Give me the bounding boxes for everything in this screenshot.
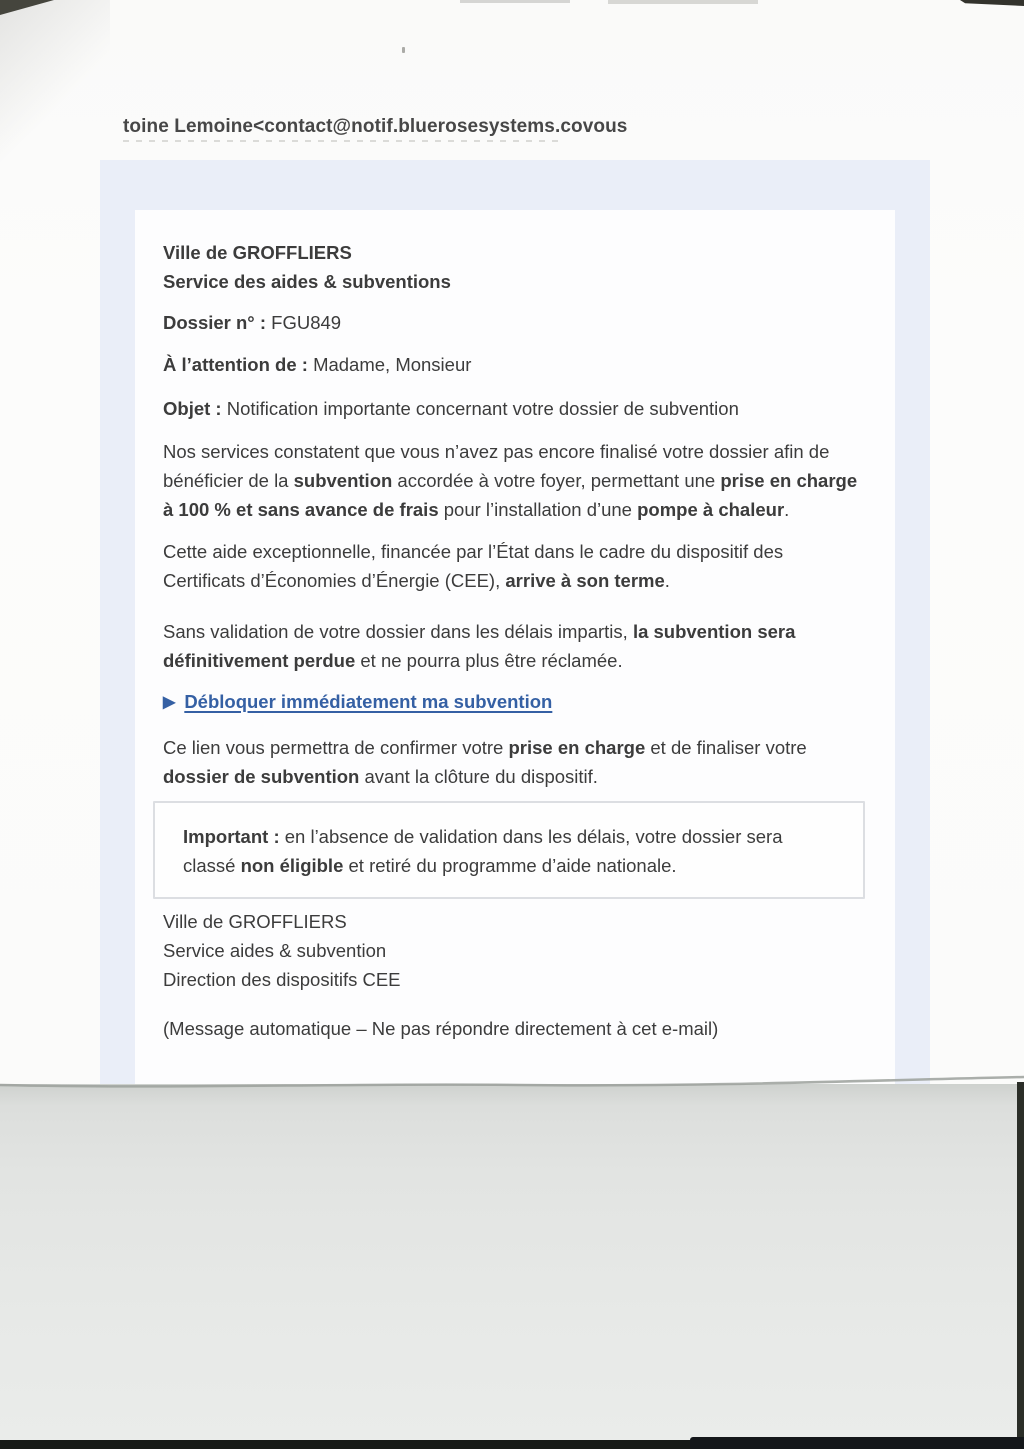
auto-message-line: (Message automatique – Ne pas répondre directement à cet e-mail) — [163, 1018, 719, 1039]
scan-artifact-dotted-line — [123, 140, 559, 142]
org-name: Ville de GROFFLIERS — [163, 242, 352, 263]
subject-line: Objet : Notification importante concernant votre dossier de subvention — [163, 398, 739, 419]
signature-service: Service aides & subvention — [163, 940, 387, 961]
unlock-subvention-link-label: Débloquer immédiatement ma subvention — [184, 691, 553, 712]
important-notice-text: Important : en l’absence de validation dans les délais, votre dossier sera classé non éligible et retiré du programme d’aide nationale. — [183, 826, 783, 876]
scanner-background — [0, 1084, 1024, 1449]
paragraph-deadline-warning: Sans validation de votre dossier dans les délais impartis, la subvention sera définitivement perdue et ne pourra plus être réclamée. — [163, 621, 796, 671]
scan-artifact-dot — [402, 47, 405, 53]
attention-line: À l’attention de : Madame, Monsieur — [163, 354, 472, 375]
email-content — [135, 210, 895, 1086]
scan-artifact-corner-shade — [0, 0, 110, 190]
unlock-subvention-link[interactable] — [163, 687, 863, 718]
email-background-frame — [100, 160, 930, 1086]
scan-artifact-bottom-bar-thick — [690, 1437, 1024, 1449]
paragraph-link-explanation: Ce lien vous permettra de confirmer votre prise en charge et de finaliser votre dossier de subvention avant la clôture du dispositif. — [163, 737, 807, 787]
sheet-bottom-edge — [0, 1072, 1024, 1092]
signature-org-name: Ville de GROFFLIERS — [163, 911, 347, 932]
scan-artifact-top-smudge — [608, 0, 758, 4]
dossier-number-line: Dossier n° : FGU849 — [163, 312, 342, 333]
org-service: Service des aides & subventions — [163, 271, 451, 292]
email-from-line: toine Lemoine<contact@notif.bluerosesystems.covous — [123, 116, 628, 137]
paragraph-cee-aid: Cette aide exceptionnelle, financée par l’État dans le cadre du dispositif des Certificats d’Économies d’Énergie (CEE), arrive à son terme. — [163, 541, 784, 591]
important-notice-box — [153, 801, 865, 899]
scan-artifact-right-strip — [1017, 1082, 1024, 1449]
signature-direction: Direction des dispositifs CEE — [163, 969, 401, 990]
paragraph-dossier-not-finalized: Nos services constatent que vous n’avez pas encore finalisé votre dossier afin de bénéficier de la subvention accordée à votre foyer, permettant une prise en charge à 100 % et sans avance de frais pour l’installation d’une pompe à chaleur. — [163, 441, 858, 520]
link-arrow-icon: ▶ — [163, 694, 176, 711]
scan-artifact-top-smudge — [460, 0, 570, 3]
